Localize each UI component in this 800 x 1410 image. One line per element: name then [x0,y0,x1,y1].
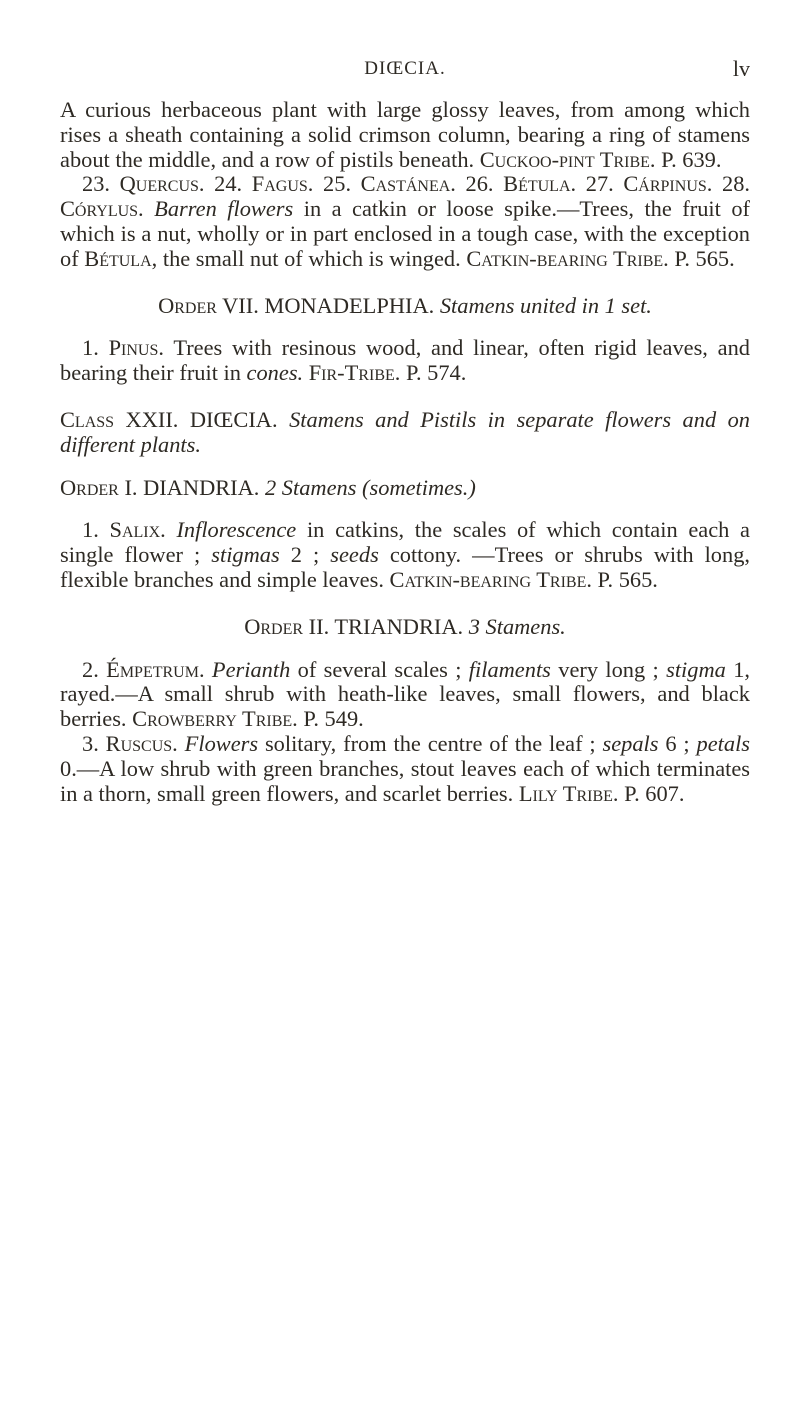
entry-text: in catkins, the scales of which contain each a single flower ; [60,517,750,568]
entry-salix [60,518,750,592]
entry-text: very long ; [558,656,659,682]
class-heading-dioecia [60,408,750,458]
running-header [60,48,750,81]
tribe-name: Catkin-bearing Tribe. [389,566,592,592]
character-phrase: Barren flowers [154,196,294,222]
character-phrase: Perianth [211,656,291,682]
character-phrase: sepals [602,730,659,756]
genus-name: Salix. [109,517,166,543]
genus-name: Pinus. [108,335,164,361]
genus-name: Émpetrum. [106,656,205,682]
class-label: Class XXII. [60,406,179,432]
character-phrase: filaments [468,656,551,682]
order-description: 3 Stamens. [468,613,566,639]
entry-text: 2 ; [290,542,320,568]
arum-description: A curious herbaceous plant with large glossy leaves, from among which rises a sheath containing a solid crimson column, bearing a ring of stamens about the middle, and a row of pistils beneath. [60,97,750,172]
running-title: DIŒCIA. [364,58,446,79]
order-name: MONADELPHIA. [264,292,435,318]
genera-description: in a catkin or loose spike.—Trees, the fruit of which is a nut, wholly or in part enclosed in a tough case, with the exception of [60,196,750,271]
page-reference: P. 549. [303,706,364,732]
page-reference: P. 565. [674,245,735,271]
order-label: Order II. [244,613,330,639]
character-phrase: stigma [666,656,726,682]
order-label: Order VII. [158,292,259,318]
tribe-name: Lily Tribe. [518,780,619,806]
entry-pinus [60,336,750,386]
character-phrase: Flowers [184,730,259,756]
entry-empetrum [60,658,750,732]
character-phrase: stigmas [211,542,280,568]
entry-number: 1. [82,335,99,361]
genera-list: 23. Quercus. 24. Fagus. 25. Castánea. 26. Bétula. 27. Cárpinus. 28. Córylus. [60,171,750,222]
entry-text: solitary, from the centre of the leaf ; [264,730,596,756]
class-description: Stamens and Pistils in separate flowers and on different plants. [60,406,751,457]
tribe-name: Cuckoo-pint Tribe. [479,146,656,172]
tribe-name: Crowberry Tribe. [132,706,298,732]
genus-name: Ruscus. [105,730,178,756]
tribe-name: Catkin-bearing Tribe. [466,245,669,271]
order-label: Order I. [60,474,138,500]
character-phrase: seeds [330,542,379,568]
paragraph-arum [60,98,750,172]
character-phrase: petals [696,730,751,756]
order-name: TRIANDRIA. [334,613,464,639]
character-phrase: Inflorescence [176,517,297,543]
entry-ruscus [60,732,750,806]
entry-number: 1. [82,517,99,543]
page-body [60,98,750,806]
order-heading-diandria [60,476,750,501]
entry-text: Trees with resinous wood, and linear, often rigid leaves, and bearing their fruit in [60,335,750,386]
class-name: DIŒCIA. [189,406,278,432]
order-description: Stamens united in 1 set. [439,292,652,318]
order-heading-triandria [60,615,750,640]
genera-description-end: the small nut of which is winged. [162,245,461,271]
entry-text: 0.—A low shrub with green branches, stout leaves each of which terminates in a thorn, small green flowers, and scarlet berries. [60,755,750,806]
page-reference: P. 574. [405,360,467,386]
entry-text: 6 ; [665,730,690,756]
entry-text: cottony. —Trees or shrubs with long, flexible branches and simple leaves. [60,542,750,592]
entry-text: of several scales ; [297,656,462,682]
paragraph-catkin-genera [60,172,750,271]
character-phrase: cones. [246,360,304,386]
order-heading-monadelphia [60,294,750,319]
entry-number: 2. [82,656,99,682]
page-number: lv [732,56,750,81]
order-name: DIANDRIA. [143,474,260,500]
entry-text: 1, rayed.—A small shrub with heath-like leaves, small flowers, and black berries. [60,656,750,732]
tribe-name: Fir-Tribe. [308,360,401,386]
page-reference: P. 607. [624,780,685,806]
genus-name: Bétula, [84,245,158,271]
page-reference: P. 639. [661,146,722,172]
order-description: 2 Stamens (sometimes.) [265,474,476,500]
entry-number: 3. [82,730,99,756]
page-reference: P. 565. [597,566,658,592]
